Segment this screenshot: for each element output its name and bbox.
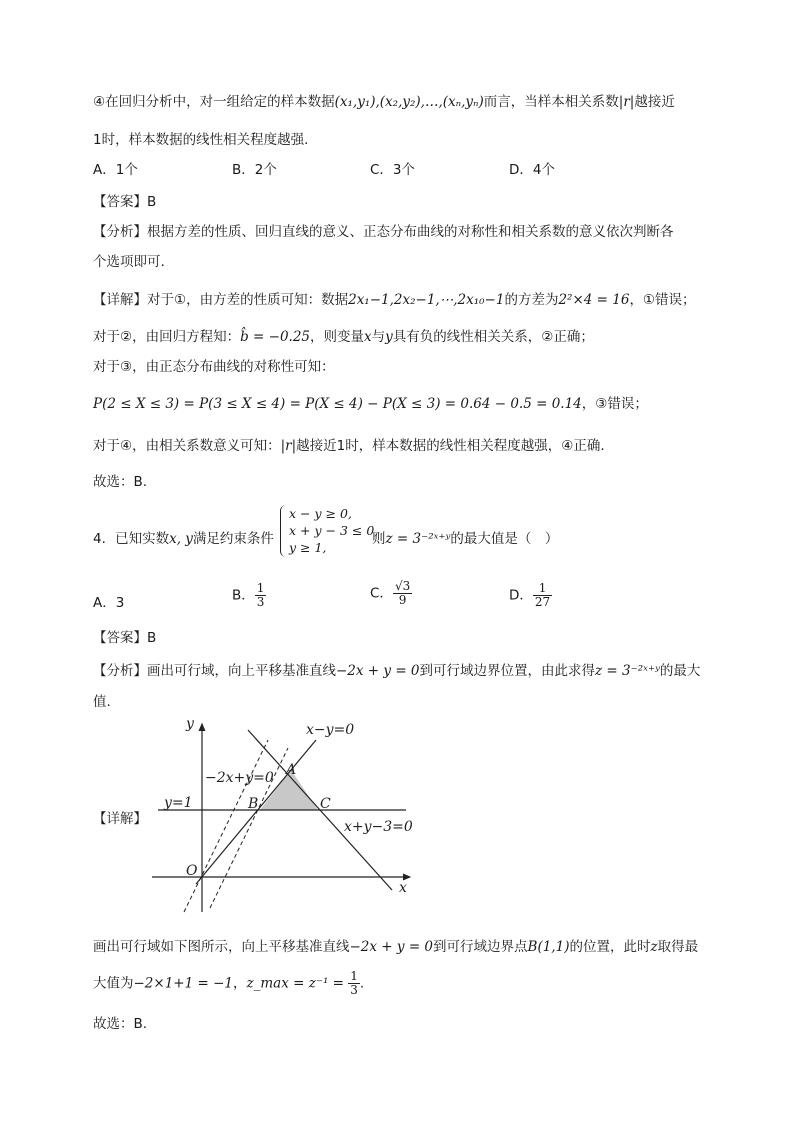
q4-answer <box>93 626 156 646</box>
q3-option-b: B．2个 <box>232 162 277 178</box>
text: 到可行域边界点 <box>433 939 528 955</box>
fraction-one-third <box>348 970 360 997</box>
text: 大值为 <box>93 975 134 992</box>
numerator: √3 <box>394 579 411 593</box>
q3-answer <box>93 190 156 210</box>
text: 取得最 <box>657 939 699 955</box>
math-data-set: 2x₁−1,2x₂−1,⋯,2x₁₀−1 <box>348 292 505 308</box>
math-abs-r: |r| <box>618 94 635 110</box>
denominator: 27 <box>534 595 551 609</box>
text: ，则变量 <box>310 329 365 345</box>
text: . <box>359 975 365 992</box>
text: 满足约束条件 <box>192 531 274 547</box>
label-point-c: C <box>320 796 331 812</box>
fraction <box>393 580 412 607</box>
text: 画出可行域如下图所示，向上平移基准直线 <box>93 939 350 955</box>
analysis-tag: 【分析】 <box>93 224 147 240</box>
denominator: 3 <box>350 983 358 997</box>
text: 画出可行域，向上平移基准直线 <box>147 663 336 679</box>
q4-stem <box>93 527 274 547</box>
answer-value: B <box>147 194 157 210</box>
q4-detail-line1 <box>93 935 698 955</box>
math-vars: x, y <box>169 531 193 547</box>
text: 的最大 <box>659 663 701 679</box>
math-z: z <box>650 939 658 955</box>
label-line3: y=1 <box>164 795 193 811</box>
numerator: 1 <box>350 969 358 983</box>
constraint-1: x − y ≥ 0, <box>289 506 352 521</box>
numerator: 1 <box>533 582 552 596</box>
q3-option-a: A．1个 <box>93 162 138 178</box>
label: D． <box>509 587 533 604</box>
answer-value: B <box>147 630 157 646</box>
text: ④在回归分析中，对一组给定的样本数据 <box>93 94 335 110</box>
q4-detail-line2 <box>93 970 364 997</box>
q4-detail-tag: 【详解】 <box>93 811 147 827</box>
brace <box>280 505 287 557</box>
math-abs-r: |r| <box>280 438 297 454</box>
text: 则 <box>372 531 386 547</box>
label-point-b: B <box>248 796 259 812</box>
text: 的方差为 <box>504 292 559 308</box>
text: 而言，当样本相关系数 <box>483 94 619 110</box>
text: 越接近1时，样本数据的线性相关程度越强，④正确. <box>296 438 605 454</box>
math-variance: 2²×4 = 16 <box>558 292 630 308</box>
math-probability: P(2 ≤ X ≤ 3) = P(3 ≤ X ≤ 4) = P(X ≤ 4) − P(X ≤ 3) = 0.64 − 0.5 = 0.14 <box>93 396 582 412</box>
q3-detail-4 <box>93 434 605 454</box>
q3-option-d: D．4个 <box>509 162 555 178</box>
text: 与 <box>371 329 386 345</box>
q4-option-a: A．3 <box>93 595 125 611</box>
label-origin: O <box>186 863 198 879</box>
answer-tag: 【答案】 <box>93 630 147 646</box>
label-y-axis: y <box>186 716 194 732</box>
q3-detail-2 <box>93 325 594 345</box>
q3-detail-3-line1: 对于③，由正态分布曲线的对称性可知： <box>93 359 335 375</box>
text: 到可行域边界位置，由此求得 <box>419 663 596 679</box>
math-z: z = 3⁻²ˣ⁺ʸ <box>385 531 451 547</box>
label: C． <box>370 585 393 602</box>
q3-detail-3-line2 <box>93 392 648 412</box>
text: 的位置，此时 <box>569 939 651 955</box>
q3-analysis-line1 <box>93 220 674 240</box>
text: 对于①，由方差的性质可知：数据 <box>147 292 349 308</box>
line-x-minus-y <box>196 740 316 884</box>
text: 对于④，由相关系数意义可知： <box>93 438 281 454</box>
numerator: 1 <box>256 581 265 595</box>
q4-constraint-system <box>280 505 378 556</box>
text: ，③错误； <box>581 396 648 412</box>
fraction <box>533 582 552 609</box>
math-zmax: z_max = z⁻¹ = <box>246 975 349 992</box>
label-point-a: A <box>286 762 297 778</box>
label-x-axis: x <box>399 880 407 896</box>
q3-detail-1 <box>93 288 696 308</box>
text: 对于②，由回归方程知： <box>93 329 241 345</box>
denominator: 9 <box>398 593 407 607</box>
label: B． <box>232 587 255 604</box>
denominator: 3 <box>256 595 265 609</box>
math-x: x <box>364 329 372 345</box>
label-line1: x−y=0 <box>306 722 355 738</box>
math-sample-data: (x₁,y₁),(x₂,y₂),…,(xₙ,yₙ) <box>334 94 484 110</box>
analysis-tag: 【分析】 <box>93 663 147 679</box>
math-y: y <box>385 329 393 345</box>
label-line2: −2x+y=0 <box>205 770 274 786</box>
q4-option-d <box>509 582 552 609</box>
math-max-value: −2×1+1 = −1 <box>133 975 233 992</box>
q3-choose: 故选：B. <box>93 474 148 490</box>
q4-option-c <box>370 580 412 607</box>
text: 根据方差的性质、回归直线的意义、正态分布曲线的对称性和相关系数的意义依次判断各 <box>147 224 674 240</box>
text: 越接近 <box>634 94 675 110</box>
feasible-region-graph <box>148 712 418 916</box>
q4-analysis-line2: 值. <box>93 694 111 710</box>
math-z: z = 3⁻²ˣ⁺ʸ <box>595 663 660 679</box>
q4-option-b <box>232 582 266 609</box>
detail-tag: 【详解】 <box>93 292 147 308</box>
answer-tag: 【答案】 <box>93 194 147 210</box>
constraint-3: y ≥ 1, <box>289 540 327 555</box>
fraction <box>255 582 267 609</box>
math-base-line: −2x + y = 0 <box>349 939 434 955</box>
text: 的最大值是（ ） <box>450 531 559 547</box>
line-base-dashed-1 <box>184 740 268 912</box>
label-line4: x+y−3=0 <box>344 819 413 835</box>
q3-option-c: C．3个 <box>370 162 416 178</box>
text: ， <box>233 975 247 992</box>
q3-item4-line1 <box>93 90 675 110</box>
text: 4．已知实数 <box>93 531 170 547</box>
q4-stem-tail <box>372 527 558 547</box>
math-b-hat: b̂ = −0.25 <box>240 329 311 345</box>
constraint-2: x + y − 3 ≤ 0, <box>289 523 379 538</box>
text: ，①错误； <box>629 292 696 308</box>
q4-choose: 故选：B. <box>93 1016 148 1032</box>
math-base-line: −2x + y = 0 <box>336 663 420 679</box>
q4-analysis-line1 <box>93 659 700 679</box>
math-point-b: B(1,1) <box>527 939 570 955</box>
text: 具有负的线性相关关系，②正确； <box>392 329 594 345</box>
q3-analysis-line2: 个选项即可. <box>93 254 165 270</box>
q3-item4-line2: 1时，样本数据的线性相关程度越强. <box>93 132 309 148</box>
